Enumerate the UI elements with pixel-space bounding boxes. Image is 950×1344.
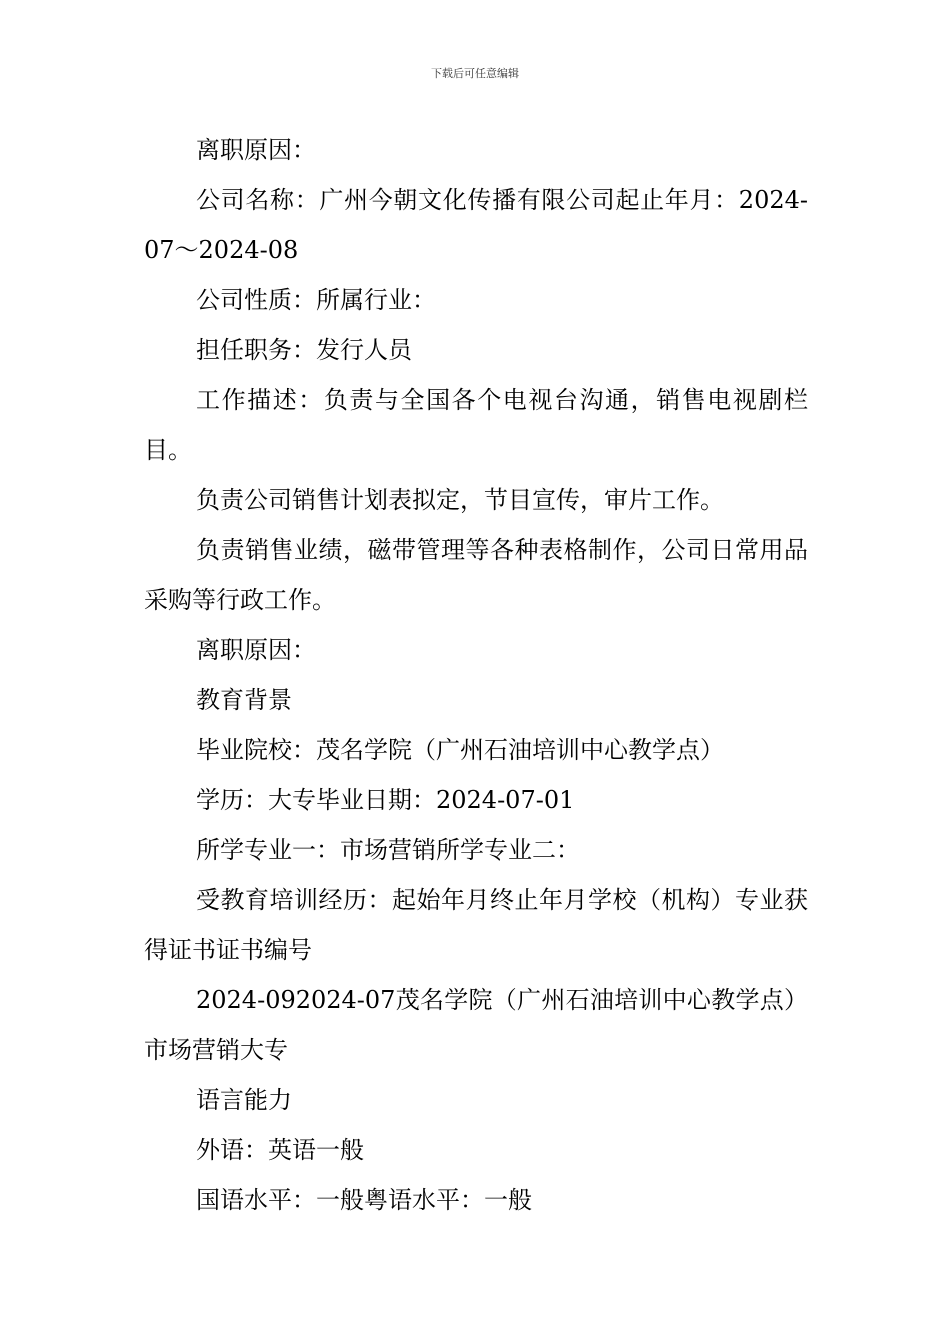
paragraph-foreign-language: 外语：英语一般 [196, 1136, 364, 1164]
paragraph-leave-reason-2: 离职原因： [196, 636, 316, 664]
paragraph-major: 所学专业一：市场营销所学专业二： [196, 836, 580, 864]
paragraph-degree: 学历：大专毕业日期：2024-07-01 [196, 786, 575, 814]
paragraph-graduate-school: 毕业院校：茂名学院（广州石油培训中心教学点） [196, 736, 724, 764]
paragraph-sales-performance: 负责销售业绩，磁带管理等各种表格制作，公司日常用品采购等行政工作。 [144, 536, 808, 614]
paragraph-company-nature: 公司性质：所属行业： [196, 286, 436, 314]
paragraph-dialect-level: 国语水平：一般粤语水平：一般 [196, 1186, 532, 1214]
paragraph-training-record: 2024-092024-07茂名学院（广州石油培训中心教学点）市场营销大专 [144, 986, 808, 1064]
paragraph-leave-reason-1: 离职原因： [196, 136, 316, 164]
page-header: 下载后可任意编辑 [431, 67, 519, 80]
section-heading-education: 教育背景 [196, 686, 292, 714]
paragraph-training-header: 受教育培训经历：起始年月终止年月学校（机构）专业获得证书证书编号 [144, 886, 808, 964]
paragraph-company-name: 公司名称：广州今朝文化传播有限公司起止年月：2024-07～2024-08 [144, 186, 808, 264]
document-body [144, 125, 808, 1225]
paragraph-job-description: 工作描述：负责与全国各个电视台沟通，销售电视剧栏目。 [144, 386, 808, 464]
section-heading-language: 语言能力 [196, 1086, 292, 1114]
paragraph-position: 担任职务：发行人员 [196, 336, 412, 364]
paragraph-sales-plan: 负责公司销售计划表拟定，节目宣传，审片工作。 [196, 486, 724, 514]
